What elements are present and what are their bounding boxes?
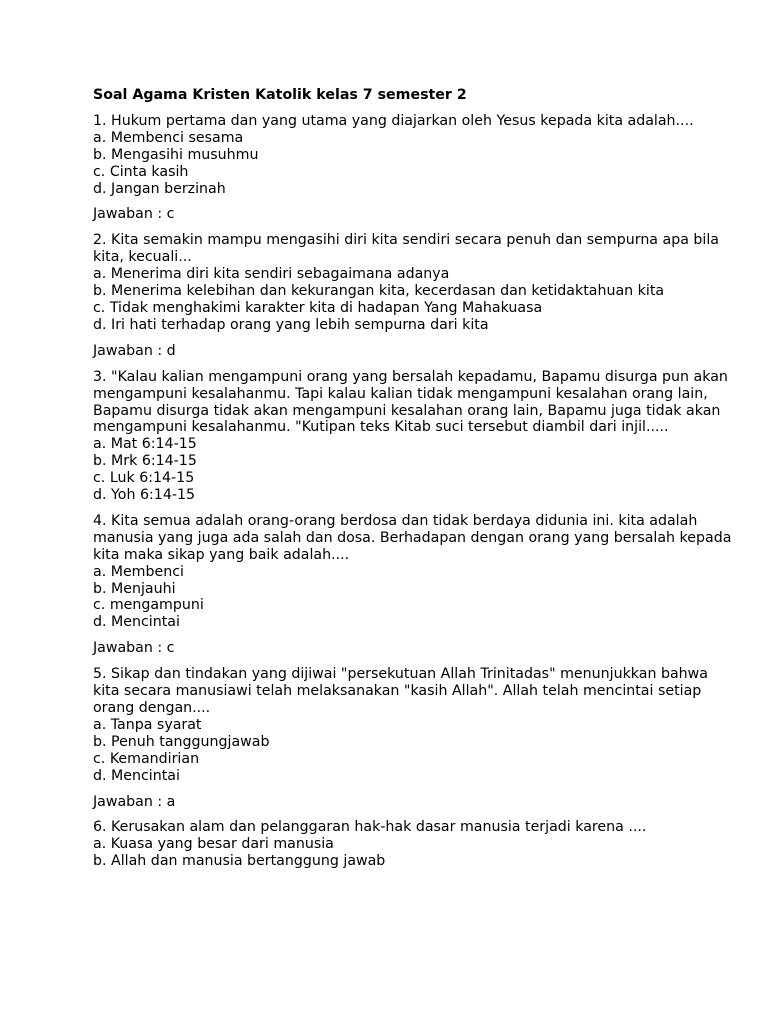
question-text (93, 666, 733, 717)
question-text (93, 113, 733, 130)
question-number: 6. (93, 819, 107, 836)
question-5 (93, 666, 733, 784)
option-a: a. Membenci (93, 563, 184, 580)
question-stem: Hukum pertama dan yang utama yang diajarkan oleh Yesus kepada kita adalah.... (106, 112, 694, 129)
question-text (93, 513, 733, 564)
question-1 (93, 113, 733, 198)
question-stem: Kerusakan alam dan pelanggaran hak-hak dasar manusia terjadi karena .... (106, 819, 647, 836)
question-text (93, 819, 733, 836)
option-c: c. Tidak menghakimi karakter kita di hadapan Yang Mahakuasa (93, 299, 543, 316)
question-text (93, 232, 733, 266)
option-b: b. Penuh tanggungjawab (93, 733, 270, 750)
option-d: d. Mencintai (93, 767, 180, 784)
option-d: d. Iri hati terhadap orang yang lebih sempurna dari kita (93, 316, 489, 333)
answer-4: Jawaban : c (93, 640, 175, 657)
document-title: Soal Agama Kristen Katolik kelas 7 semester 2 (93, 87, 467, 103)
document-content (93, 87, 733, 879)
answer-5: Jawaban : a (93, 793, 176, 810)
option-d: d. Jangan berzinah (93, 180, 226, 197)
question-6 (93, 819, 733, 870)
question-2 (93, 232, 733, 333)
question-stem: Sikap dan tindakan yang dijiwai "persekutuan Allah Trinitadas" menunjukkan bahwa kita secara manusiawi telah melaksanakan "kasih Allah". Allah telah mencintai setiap orang dengan.... (93, 666, 708, 716)
question-stem: Kita semakin mampu mengasihi diri kita sendiri secara penuh dan sempurna apa bila kita, kecuali... (93, 232, 719, 266)
option-b: b. Menerima kelebihan dan kekurangan kita, kecerdasan dan ketidaktahuan kita (93, 283, 665, 300)
option-d: d. Yoh 6:14-15 (93, 487, 196, 504)
question-number: 3. (93, 368, 107, 385)
option-c: c. mengampuni (93, 597, 204, 614)
option-b: b. Mengasihi musuhmu (93, 146, 259, 163)
option-b: b. Allah dan manusia bertanggung jawab (93, 853, 386, 870)
question-number: 4. (93, 512, 107, 529)
question-stem: Kita semua adalah orang-orang berdosa dan tidak berdaya didunia ini. kita adalah manusia yang juga ada salah dan dosa. Berhadapan dengan orang yang bersalah kepada kita maka sikap yang baik adalah.... (93, 512, 732, 563)
option-b: b. Menjauhi (93, 580, 176, 597)
option-a: a. Kuasa yang besar dari manusia (93, 836, 334, 853)
option-a: a. Mat 6:14-15 (93, 436, 197, 453)
option-d: d. Mencintai (93, 614, 180, 631)
answer-1: Jawaban : c (93, 206, 175, 223)
option-c: c. Cinta kasih (93, 163, 189, 180)
option-b: b. Mrk 6:14-15 (93, 453, 197, 470)
question-text (93, 369, 733, 437)
option-c: c. Kemandirian (93, 750, 200, 767)
question-4 (93, 513, 733, 631)
option-a: a. Tanpa syarat (93, 716, 202, 733)
question-number: 1. (93, 112, 107, 129)
option-a: a. Menerima diri kita sendiri sebagaimana adanya (93, 266, 450, 283)
question-number: 2. (93, 232, 107, 249)
question-number: 5. (93, 666, 107, 683)
answer-2: Jawaban : d (93, 342, 176, 359)
option-a: a. Membenci sesama (93, 129, 244, 146)
question-3 (93, 369, 733, 504)
question-stem: "Kalau kalian mengampuni orang yang bersalah kepadamu, Bapamu disurga pun akan mengampuni kesalahanmu. Tapi kalau kalian tidak mengampuni kesalahan orang lain, Bapamu disurga tidak akan mengampuni kesalahan orang lain, Bapamu juga tidak akan mengampuni kesalahanmu. "Kutipan teks Kitab suci tersebut diambil dari injil..... (93, 368, 728, 436)
option-c: c. Luk 6:14-15 (93, 470, 195, 487)
